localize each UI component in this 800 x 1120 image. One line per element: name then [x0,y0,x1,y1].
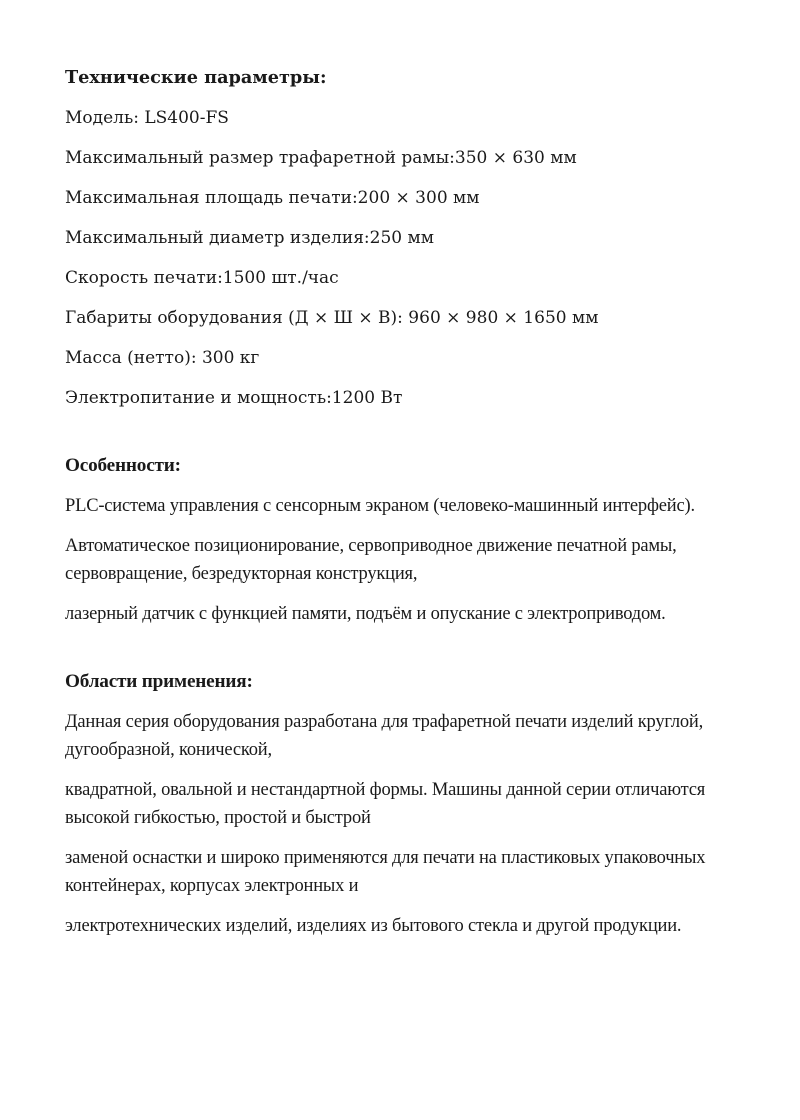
paragraph [65,844,742,900]
text-line: заменой оснастки и широко применяются для печати на пластиковых упаковочных [65,848,706,868]
text-line: Модель: LS400-FS [65,108,229,128]
text-line: сервовращение, безредукторная конструкция, [65,564,418,584]
section-heading-technical-parameters: Технические параметры: [65,67,327,88]
text-line: Максимальная площадь печати:200 × 300 мм [65,188,480,208]
text-line: дугообразной, конической, [65,740,272,760]
text-line: контейнерах, корпусах электронных и [65,876,359,896]
text-line: Автоматическое позиционирование, сервоприводное движение печатной рамы, [65,536,677,556]
paragraph [65,344,742,372]
text-line: квадратной, овальной и нестандартной формы. Машины данной серии отличаются [65,780,706,800]
text-line: Габариты оборудования (Д × Ш × В): 960 × 980 × 1650 мм [65,308,599,328]
section-features [65,452,742,628]
paragraph [65,224,742,252]
paragraph [65,384,742,412]
text-line: Данная серия оборудования разработана для трафаретной печати изделий круглой, [65,712,704,732]
section-heading-features: Особенности: [65,455,181,476]
section-paragraphs-technical-parameters [65,104,742,412]
paragraph [65,600,742,628]
section-paragraphs-applications [65,708,742,940]
text-line: Максимальный размер трафаретной рамы:350 × 630 мм [65,148,577,168]
paragraph [65,776,742,832]
paragraph [65,144,742,172]
text-line: Скорость печати:1500 шт./час [65,268,339,288]
text-line: Электропитание и мощность:1200 Вт [65,388,403,408]
text-line: PLC-система управления с сенсорным экраном (человеко-машинный интерфейс). [65,496,695,516]
section-heading-applications: Области применения: [65,671,253,692]
section-technical-parameters [65,64,742,412]
text-line: лазерный датчик с функцией памяти, подъём и опускание с электроприводом. [65,604,666,624]
paragraph [65,912,742,940]
paragraph [65,708,742,764]
paragraph [65,492,742,520]
text-line: высокой гибкостью, простой и быстрой [65,808,371,828]
paragraph [65,304,742,332]
section-paragraphs-features [65,492,742,628]
paragraph [65,264,742,292]
section-applications [65,668,742,940]
text-line: Максимальный диаметр изделия:250 мм [65,228,434,248]
paragraph [65,104,742,132]
text-line: Масса (нетто): 300 кг [65,348,260,368]
text-line: электротехнических изделий, изделиях из бытового стекла и другой продукции. [65,916,682,936]
paragraph [65,532,742,588]
paragraph [65,184,742,212]
